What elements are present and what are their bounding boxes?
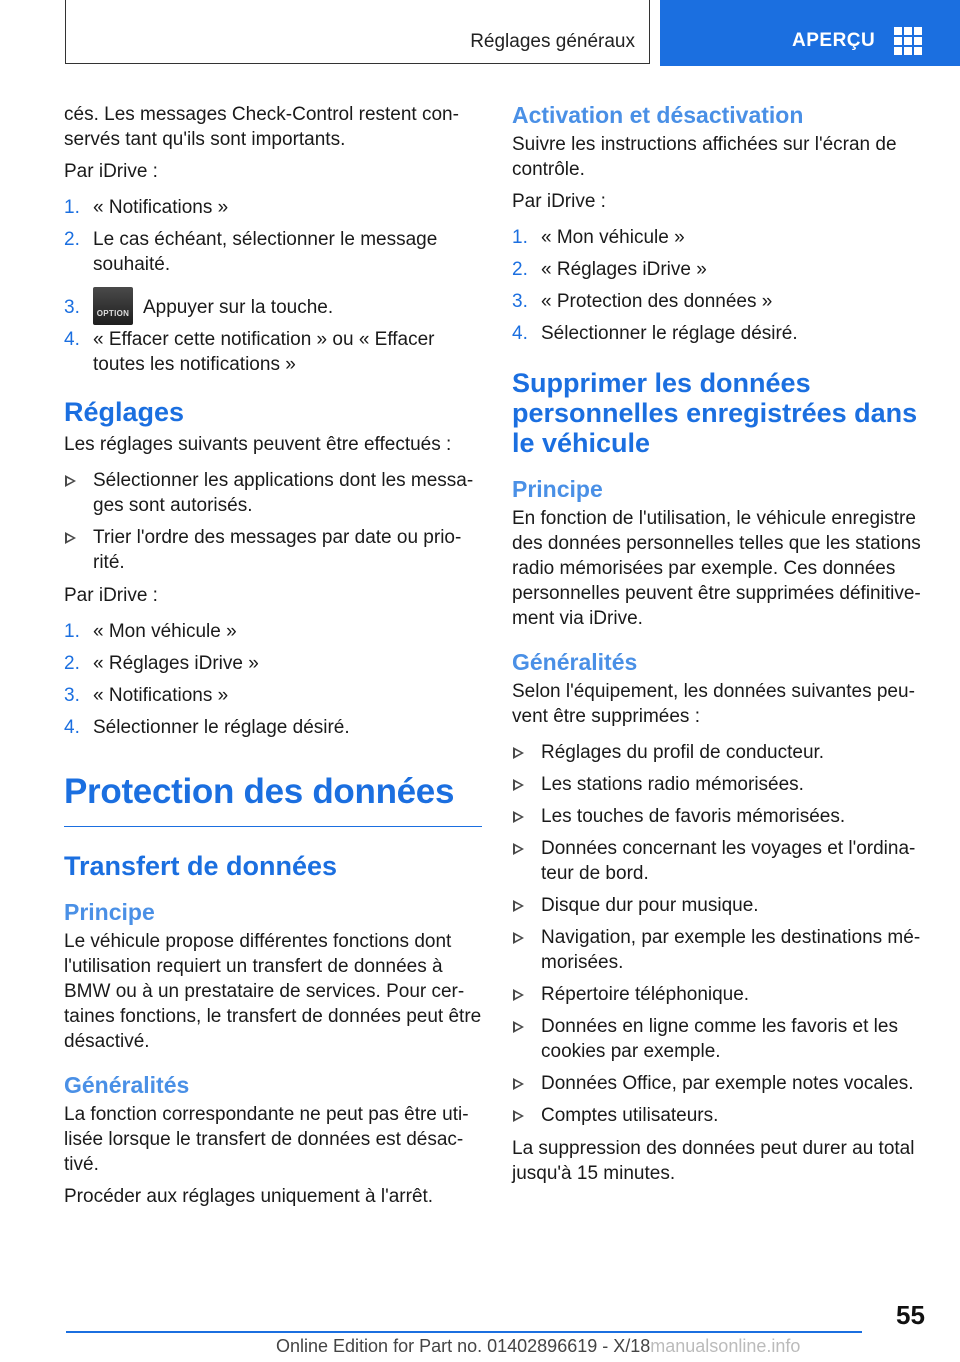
step-number: 4. — [64, 329, 80, 350]
principe-text: En fonction de l'utilisation, le véhicule enregistre des données personnelles telles que les stations radio mémorisées par exemple. Ces données personnelles peuvent être supprimées définitivement via iDrive. — [512, 508, 921, 629]
triangle-bullet-icon — [65, 475, 76, 487]
triangle-bullet-icon — [513, 1021, 524, 1033]
reglages-heading: Réglages — [64, 397, 185, 427]
steps-list-protection — [512, 225, 932, 346]
grid-icon — [894, 27, 922, 55]
step-text: Le cas échéant, sélectionner le message souhaité. — [93, 229, 438, 275]
activation-text: Suivre les instructions affichées sur l'écran de contrôle. — [512, 134, 897, 180]
bullet-text: Sélectionner les applications dont les messages sont autorisés. — [93, 470, 474, 516]
activation-heading: Activation et désactivation — [512, 102, 804, 128]
list-item — [512, 225, 932, 250]
deletable-data-bullets — [512, 740, 932, 1128]
reglages-bullets — [64, 468, 482, 575]
header-overview-label: APERÇU — [792, 30, 876, 51]
list-item — [64, 468, 482, 518]
list-item — [512, 740, 932, 765]
reglages-intro: Les réglages suivants peuvent être effectués : — [64, 434, 452, 455]
step-number: 1. — [64, 621, 80, 642]
bullet-text: Données concernant les voyages et l'ordinateur de bord. — [541, 838, 916, 884]
list-item — [512, 836, 932, 886]
footer-site-watermark: manualsonline.info — [650, 1336, 801, 1356]
step-number: 3. — [64, 297, 80, 318]
list-item — [512, 257, 932, 282]
step-text: « Mon véhicule » — [541, 227, 685, 248]
par-idrive-label: Par iDrive : — [512, 191, 606, 212]
triangle-bullet-icon — [513, 989, 524, 1001]
par-idrive-label: Par iDrive : — [64, 161, 158, 182]
steps-list-notifications — [64, 195, 482, 377]
list-item — [512, 321, 932, 346]
bullet-text: Réglages du profil de conducteur. — [541, 742, 825, 763]
header-overview-button[interactable] — [660, 0, 960, 66]
list-item — [512, 893, 932, 918]
step-text: « Notifications » — [93, 685, 229, 706]
step-text: Appuyer sur la touche. — [143, 297, 334, 318]
left-column — [64, 102, 482, 1216]
list-item — [64, 327, 482, 377]
generalites-text: La fonction correspondante ne peut pas être utilisée lorsque le transfert de données est désactivé. — [64, 1104, 469, 1175]
footer-divider — [66, 1331, 862, 1333]
intro-text: cés. Les messages Check-Control restent conservés tant qu'ils sont importants. — [64, 104, 459, 150]
transfert-heading: Transfert de données — [64, 851, 338, 881]
list-item — [512, 1103, 932, 1128]
step-text: Sélectionner le réglage désiré. — [541, 323, 798, 344]
bullet-text: Comptes utilisateurs. — [541, 1105, 719, 1126]
bullet-text: Trier l'ordre des messages par date ou priorité. — [93, 527, 462, 573]
triangle-bullet-icon — [513, 1078, 524, 1090]
option-button-label: OPTION — [96, 308, 130, 318]
step-number: 4. — [512, 323, 528, 344]
bullet-text: Navigation, par exemple les destinations mémorisées. — [541, 927, 921, 973]
protection-heading: Protection des données — [64, 772, 482, 827]
page-number: 55 — [896, 1300, 925, 1330]
list-item — [512, 925, 932, 975]
triangle-bullet-icon — [65, 532, 76, 544]
header-section-title: Réglages généraux — [470, 31, 635, 52]
list-item — [64, 195, 482, 220]
bullet-text: Données en ligne comme les favoris et les cookies par exemple. — [541, 1016, 898, 1062]
step-number: 2. — [64, 653, 80, 674]
list-item — [512, 804, 932, 829]
footer-edition — [276, 1336, 800, 1357]
step-text: « Réglages iDrive » — [93, 653, 259, 674]
list-item — [64, 651, 482, 676]
bullet-text: Les touches de favoris mémorisées. — [541, 806, 846, 827]
par-idrive-label: Par iDrive : — [64, 585, 158, 606]
step-text: « Notifications » — [93, 197, 229, 218]
step-text: « Mon véhicule » — [93, 621, 237, 642]
bullet-text: Répertoire téléphonique. — [541, 984, 750, 1005]
list-item — [64, 227, 482, 277]
list-item — [512, 1071, 932, 1096]
generalites-heading: Généralités — [512, 649, 638, 675]
principe-text: Le véhicule propose différentes fonctions dont l'utilisation requiert un transfert de données à BMW ou à un prestataire de services. Pour certaines fonctions, le transfert de données peut être désactivé. — [64, 931, 482, 1052]
step-number: 1. — [64, 197, 80, 218]
supprimer-heading: Supprimer les données personnelles enregistrées dans le véhicule — [512, 368, 918, 458]
principe-heading: Principe — [64, 899, 155, 925]
list-item — [64, 525, 482, 575]
steps-list-reglages — [64, 619, 482, 740]
list-item — [64, 619, 482, 644]
list-item — [512, 982, 932, 1007]
triangle-bullet-icon — [513, 811, 524, 823]
right-column — [512, 102, 932, 1193]
footer-edition-text: Online Edition for Part no. 01402896619 - X/18 — [276, 1336, 651, 1356]
triangle-bullet-icon — [513, 747, 524, 759]
list-item — [64, 683, 482, 708]
list-item — [512, 772, 932, 797]
triangle-bullet-icon — [513, 932, 524, 944]
list-item — [512, 289, 932, 314]
list-item — [64, 715, 482, 740]
step-number: 3. — [512, 291, 528, 312]
step-number: 3. — [64, 685, 80, 706]
generalites-heading: Généralités — [64, 1072, 190, 1098]
bullet-text: Données Office, par exemple notes vocales. — [541, 1073, 914, 1094]
option-button-icon — [93, 287, 133, 325]
step-number: 2. — [512, 259, 528, 280]
bullet-text: Les stations radio mémorisées. — [541, 774, 804, 795]
generalites-text: Selon l'équipement, les données suivantes peuvent être supprimées : — [512, 681, 915, 727]
step-text: Sélectionner le réglage désiré. — [93, 717, 350, 738]
principe-heading: Principe — [512, 476, 603, 502]
step-number: 2. — [64, 229, 80, 250]
triangle-bullet-icon — [513, 779, 524, 791]
step-text: « Réglages iDrive » — [541, 259, 707, 280]
step-number: 1. — [512, 227, 528, 248]
triangle-bullet-icon — [513, 843, 524, 855]
list-item — [64, 295, 482, 320]
step-number: 4. — [64, 717, 80, 738]
list-item — [512, 1014, 932, 1064]
closing-text: La suppression des données peut durer au total jusqu'à 15 minutes. — [512, 1138, 915, 1184]
step-text: « Protection des données » — [541, 291, 773, 312]
step-text: « Effacer cette notification » ou « Effacer toutes les notifications » — [93, 329, 435, 375]
generalites-text: Procéder aux réglages uniquement à l'arrêt. — [64, 1186, 434, 1207]
triangle-bullet-icon — [513, 1110, 524, 1122]
bullet-text: Disque dur pour musique. — [541, 895, 759, 916]
header-section-tab[interactable] — [65, 0, 650, 64]
triangle-bullet-icon — [513, 900, 524, 912]
